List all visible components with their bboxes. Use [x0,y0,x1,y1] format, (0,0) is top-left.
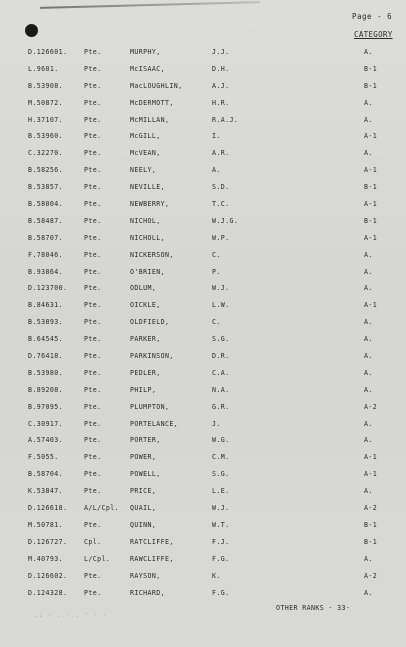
list-item [0,196,406,213]
initials: L.W. [212,301,230,310]
regimental-number: B.97095. [28,402,63,411]
surname: NICKERSON, [130,250,174,259]
surname: NICHOLL, [130,233,165,242]
category: A-2 [364,402,378,411]
list-item [0,517,406,534]
regimental-number: B.89208. [28,385,63,394]
list-item [0,348,406,365]
category: A. [364,352,373,361]
initials: C. [212,318,221,327]
regimental-number: M.40793. [28,554,63,563]
rank: Pte. [84,166,102,175]
rank: Pte. [84,115,102,124]
list-item [0,78,406,95]
category: A-1 [364,166,378,175]
surname: PORTELANCE, [130,419,179,428]
initials: W.P. [212,233,230,242]
list-item [0,449,406,466]
rank: Pte. [84,250,102,259]
regimental-number: B.53908. [28,81,63,90]
surname: RICHARD, [130,588,165,597]
surname: McDERMOTT, [130,98,174,107]
regimental-number: D.126727. [28,537,68,546]
regimental-number: C.30917. [28,419,63,428]
rank: Pte. [84,352,102,361]
category: A. [364,115,373,124]
page-number: Page - 6 [352,12,393,21]
list-item [0,399,406,416]
list-item [0,500,406,517]
regimental-number: B.58707. [28,233,63,242]
rank: Pte. [84,284,102,293]
category-heading: CATEGORY [354,30,393,39]
punch-hole [25,24,38,37]
regimental-number: B.58487. [28,216,63,225]
initials: C.M. [212,453,230,462]
regimental-number: B.58004. [28,200,63,209]
initials: S.G. [212,470,230,479]
regimental-number: B.64545. [28,335,63,344]
list-item [0,213,406,230]
list-item [0,466,406,483]
initials: W.J. [212,504,230,513]
list-item [0,568,406,585]
regimental-number: H.37107. [28,115,63,124]
list-item [0,551,406,568]
surname: POWER, [130,453,157,462]
initials: A.J. [212,81,230,90]
category: A. [364,419,373,428]
list-item [0,297,406,314]
rank: Cpl. [84,537,102,546]
regimental-number: D.123700. [28,284,68,293]
category: A. [364,335,373,344]
rank: A/L/Cpl. [84,504,119,513]
surname: PHILP, [130,385,157,394]
category: A. [364,267,373,276]
category: A. [364,98,373,107]
category: B-1 [364,183,378,192]
rank: Pte. [84,267,102,276]
initials: T.C. [212,200,230,209]
category: B-1 [364,520,378,529]
other-ranks-total: OTHER RANKS - 33- [276,604,351,612]
regimental-number: K.53847. [28,487,63,496]
list-item [0,382,406,399]
category: A-2 [364,571,378,580]
regimental-number: D.126618. [28,504,68,513]
surname: PORTER, [130,436,161,445]
list-item [0,44,406,61]
rank: Pte. [84,132,102,141]
surname: McGILL, [130,132,161,141]
initials: C.A. [212,368,230,377]
rank: Pte. [84,419,102,428]
rank: Pte. [84,470,102,479]
surname: MURPHY, [130,48,161,56]
list-item [0,534,406,551]
surname: RAYSON, [130,571,161,580]
rank: Pte. [84,385,102,394]
rank: Pte. [84,571,102,580]
surname: OICKLE, [130,301,161,310]
list-item [0,314,406,331]
initials: J.J. [212,48,230,56]
initials: W.G. [212,436,230,445]
initials: H.R. [212,98,230,107]
rank: Pte. [84,183,102,192]
regimental-number: B.53893. [28,318,63,327]
regimental-number: D.126601. [28,48,68,56]
category: A. [364,385,373,394]
initials: W.J. [212,284,230,293]
rank: Pte. [84,402,102,411]
personnel-list [0,44,406,601]
rank: Pte. [84,48,102,56]
surname: McMILLAN, [130,115,170,124]
regimental-number: A.57403. [28,436,63,445]
category: B-1 [364,537,378,546]
initials: K. [212,571,221,580]
scan-smudge: .: · . · . ' · · [34,612,108,619]
rank: Pte. [84,453,102,462]
category: A. [364,554,373,563]
initials: S.G. [212,335,230,344]
category: B-1 [364,81,378,90]
initials: R.A.J. [212,115,239,124]
rank: Pte. [84,200,102,209]
rank: L/Cpl. [84,554,111,563]
list-item [0,230,406,247]
rank: Pte. [84,335,102,344]
regimental-number: B.53857. [28,183,63,192]
scan-edge-line [40,1,260,9]
list-item [0,432,406,449]
list-item [0,162,406,179]
surname: NEWBERRY, [130,200,170,209]
list-item [0,128,406,145]
surname: PRICE, [130,487,157,496]
initials: W.T. [212,520,230,529]
category: A. [364,48,373,56]
surname: NEELY, [130,166,157,175]
initials: C. [212,250,221,259]
initials: J. [212,419,221,428]
rank: Pte. [84,368,102,377]
surname: PLUMPTON, [130,402,170,411]
category: A. [364,487,373,496]
regimental-number: D.126602. [28,571,68,580]
list-item [0,365,406,382]
category: A-2 [364,504,378,513]
rank: Pte. [84,436,102,445]
list-item [0,95,406,112]
surname: NEVILLE, [130,183,165,192]
list-item [0,61,406,78]
initials: P. [212,267,221,276]
surname: O'BRIEN, [130,267,165,276]
initials: G.R. [212,402,230,411]
rank: Pte. [84,98,102,107]
list-item [0,179,406,196]
regimental-number: B.53960. [28,132,63,141]
category: A. [364,250,373,259]
initials: A.R. [212,149,230,158]
regimental-number: D.76418. [28,352,63,361]
regimental-number: L.9601. [28,64,59,73]
category: A. [364,588,373,597]
category: A. [364,149,373,158]
regimental-number: B.53980. [28,368,63,377]
list-item [0,416,406,433]
regimental-number: F.5055. [28,453,59,462]
rank: Pte. [84,318,102,327]
list-item [0,331,406,348]
regimental-number: C.32270. [28,149,63,158]
surname: PARKINSON, [130,352,174,361]
regimental-number: B.93864. [28,267,63,276]
rank: Pte. [84,64,102,73]
surname: PARKER, [130,335,161,344]
initials: L.E. [212,487,230,496]
category: A. [364,368,373,377]
list-item [0,585,406,602]
initials: N.A. [212,385,230,394]
initials: D.R. [212,352,230,361]
regimental-number: M.50872. [28,98,63,107]
regimental-number: B.84631. [28,301,63,310]
surname: POWELL, [130,470,161,479]
list-item [0,145,406,162]
surname: MacLOUGHLIN, [130,81,183,90]
category: A. [364,284,373,293]
initials: D.H. [212,64,230,73]
initials: I. [212,132,221,141]
category: A-1 [364,470,378,479]
rank: Pte. [84,233,102,242]
initials: F.G. [212,554,230,563]
initials: F.J. [212,537,230,546]
category: A-1 [364,301,378,310]
list-item [0,280,406,297]
initials: S.D. [212,183,230,192]
list-item [0,264,406,281]
rank: Pte. [84,81,102,90]
list-item [0,112,406,129]
surname: QUAIL, [130,504,157,513]
surname: OLDFIELD, [130,318,170,327]
category: A-1 [364,132,378,141]
regimental-number: F.78046. [28,250,63,259]
surname: McISAAC, [130,64,165,73]
regimental-number: B.58704. [28,470,63,479]
rank: Pte. [84,588,102,597]
initials: F.G. [212,588,230,597]
category: B-1 [364,64,378,73]
rank: Pte. [84,487,102,496]
rank: Pte. [84,301,102,310]
initials: A. [212,166,221,175]
category: A. [364,318,373,327]
regimental-number: B.58256. [28,166,63,175]
regimental-number: M.50781. [28,520,63,529]
category: A-1 [364,200,378,209]
surname: QUINN, [130,520,157,529]
surname: McVEAN, [130,149,161,158]
rank: Pte. [84,520,102,529]
surname: NICHOL, [130,216,161,225]
surname: RATCLIFFE, [130,537,174,546]
surname: RAWCLIFFE, [130,554,174,563]
surname: ODLUM, [130,284,157,293]
category: A. [364,436,373,445]
rank: Pte. [84,216,102,225]
category: B-1 [364,216,378,225]
list-item [0,483,406,500]
rank: Pte. [84,149,102,158]
surname: PEDLER, [130,368,161,377]
list-item [0,247,406,264]
category: A-1 [364,233,378,242]
initials: W.J.G. [212,216,239,225]
regimental-number: D.124328. [28,588,68,597]
category: A-1 [364,453,378,462]
